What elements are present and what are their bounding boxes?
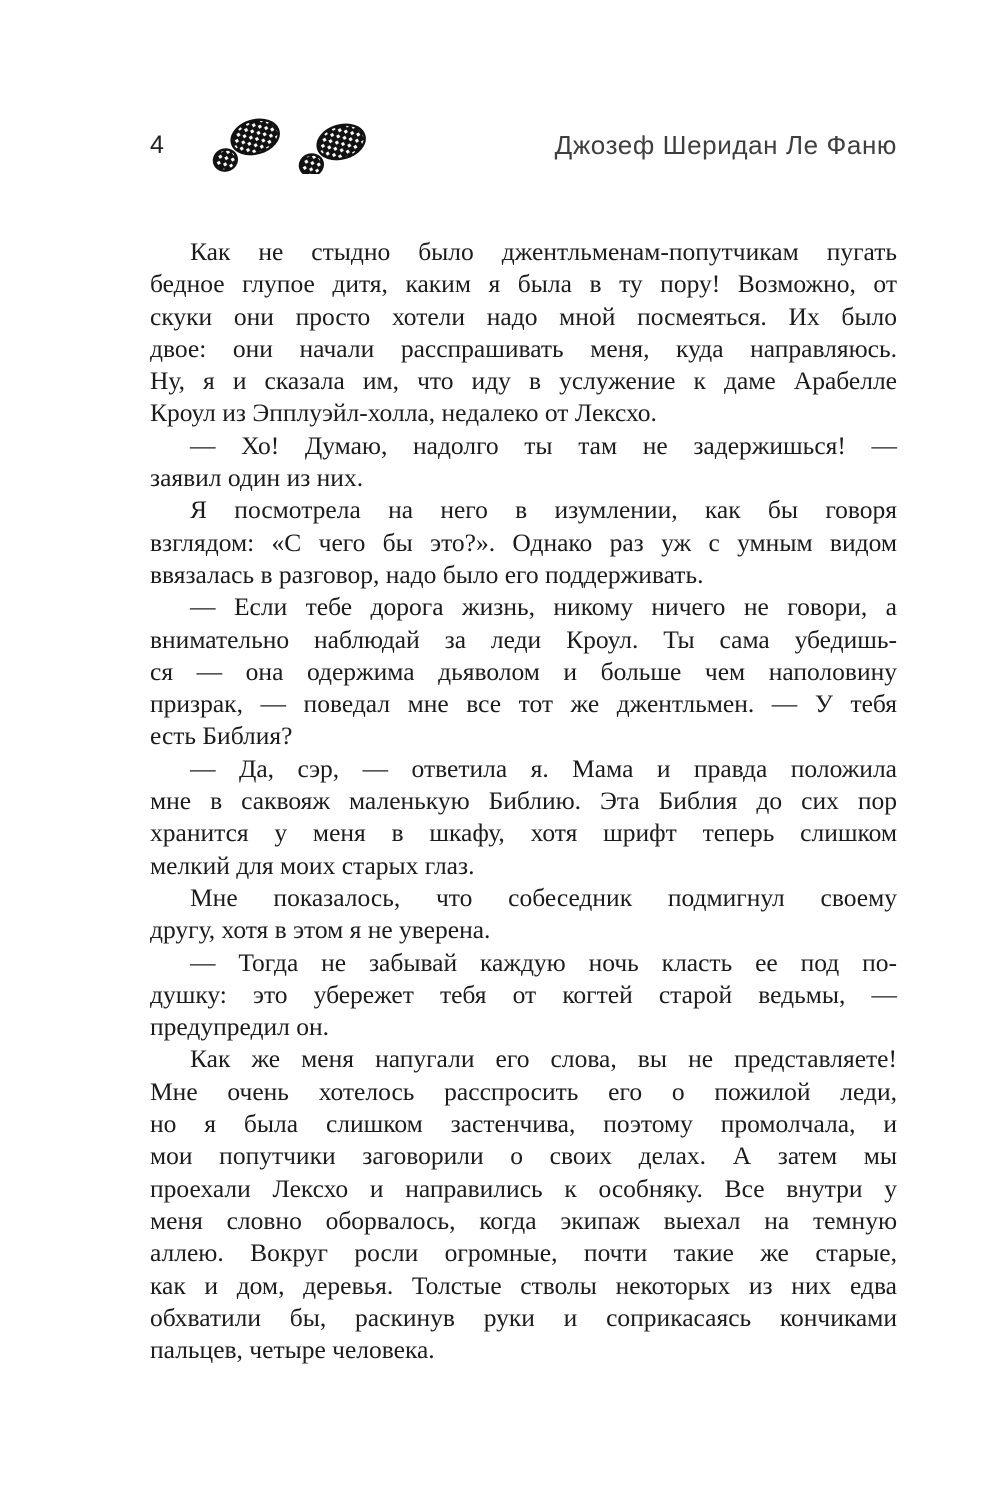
paragraph bbox=[150, 430, 897, 495]
text-line: — Если тебе дорога жизнь, никому ничего не говори, а bbox=[190, 592, 897, 622]
footprints-icon bbox=[206, 116, 378, 174]
text-line: как и дом, деревья. Толстые стволы некоторых из них едва bbox=[150, 1270, 897, 1300]
text-line: внимательно наблюдай за леди Кроул. Ты сама убедишь- bbox=[150, 624, 897, 654]
text-line: скуки они просто хотели надо мной посмеяться. Их было bbox=[150, 301, 897, 331]
text-line: Как не стыдно было джентльменам-попутчикам пугать bbox=[190, 237, 897, 266]
page-number: 4 bbox=[150, 130, 164, 159]
paragraph bbox=[150, 753, 897, 882]
boot-print-right bbox=[292, 119, 371, 174]
text-line: двое: они начали расспрашивать меня, куда направляюсь. bbox=[150, 333, 897, 363]
text-line: проехали Лексхо и направились к особняку. Все внутри у bbox=[150, 1173, 897, 1203]
paragraph bbox=[150, 591, 897, 752]
text-line: Мне показалось, что собеседник подмигнул своему bbox=[190, 882, 897, 912]
text-line: предупредил он. bbox=[150, 1012, 329, 1042]
text-line: Ну, я и сказала им, что иду в услужение к даме Арабелле bbox=[150, 366, 897, 396]
text-line: хранится у меня в шкафу, хотя шрифт теперь слишком bbox=[150, 818, 897, 848]
text-line: мои попутчики заговорили о своих делах. А затем мы bbox=[150, 1141, 897, 1171]
text-line: пальцев, четыре человека. bbox=[150, 1335, 435, 1365]
text-line: взглядом: «С чего бы это?». Однако раз уж с умным видом bbox=[150, 527, 897, 557]
paragraph bbox=[150, 947, 897, 1044]
text-line: — Да, сэр, — ответила я. Мама и правда положила bbox=[190, 753, 897, 783]
text-line: мелкий для моих старых глаз. bbox=[150, 850, 475, 880]
text-line: Мне очень хотелось расспросить его о пожилой леди, bbox=[150, 1076, 897, 1106]
paragraph bbox=[150, 1043, 897, 1366]
paragraph bbox=[150, 882, 897, 947]
text-line: есть Библия? bbox=[150, 721, 293, 751]
text-line: бедное глупое дитя, каким я была в ту пору! Возможно, от bbox=[150, 269, 897, 299]
text-line: ввязалась в разговор, надо было его поддерживать. bbox=[150, 559, 704, 589]
text-body bbox=[150, 236, 897, 1366]
text-line: меня словно оборвалось, когда экипаж выехал на темную bbox=[150, 1205, 897, 1235]
text-line: но я была слишком застенчива, поэтому промолчала, и bbox=[150, 1109, 897, 1139]
text-line: Кроул из Эпплуэйл-холла, недалеко от Лексхо. bbox=[150, 398, 657, 428]
text-line: Я посмотрела на него в изумлении, как бы говоря bbox=[190, 495, 897, 525]
paragraph bbox=[150, 494, 897, 591]
text-line: заявил один из них. bbox=[150, 463, 364, 493]
text-line: душку: это убережет тебя от когтей старой ведьмы, — bbox=[150, 979, 897, 1009]
boot-print-left bbox=[206, 116, 285, 173]
text-line: мне в саквояж маленькую Библию. Эта Библия до сих пор bbox=[150, 786, 897, 816]
text-line: другу, хотя в этом я не уверена. bbox=[150, 915, 491, 945]
text-line: — Тогда не забывай каждую ночь класть ее под по- bbox=[190, 947, 897, 977]
text-line: ся — она одержима дьяволом и больше чем наполовину bbox=[150, 656, 897, 686]
text-line: — Хо! Думаю, надолго ты там не задержишься! — bbox=[190, 430, 897, 460]
text-line: Как же меня напугали его слова, вы не представляете! bbox=[190, 1044, 897, 1074]
paragraph bbox=[150, 236, 897, 430]
text-line: обхватили бы, раскинув руки и соприкасаясь кончиками bbox=[150, 1302, 897, 1332]
text-line: призрак, — поведал мне все тот же джентльмен. — У тебя bbox=[150, 689, 897, 719]
text-line: аллею. Вокруг росли огромные, почти такие же старые, bbox=[150, 1238, 897, 1268]
page-header bbox=[150, 116, 897, 174]
running-head-author: Джозеф Шеридан Ле Фаню bbox=[554, 130, 897, 160]
